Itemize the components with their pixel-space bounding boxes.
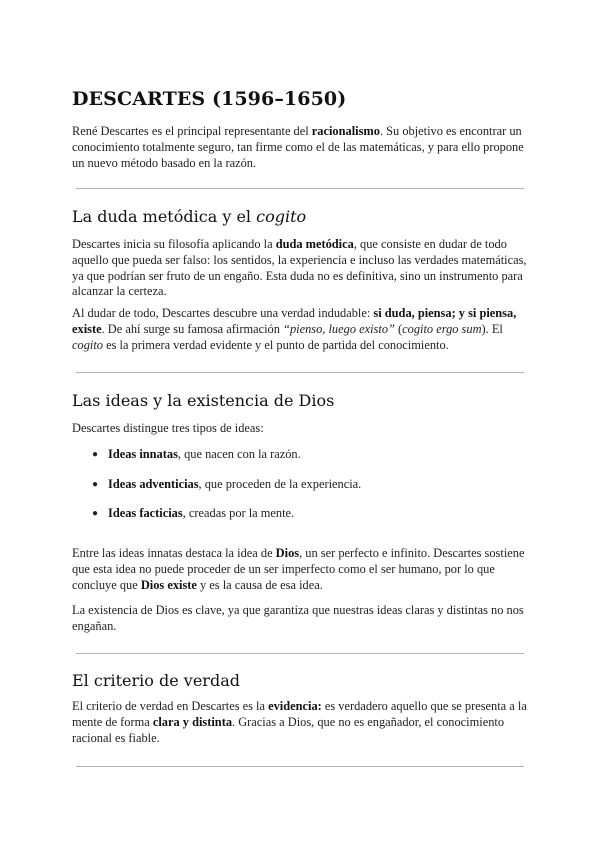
intro-paragraph	[72, 124, 528, 171]
bold-term: evidencia:	[268, 699, 322, 713]
paragraph-text: ). El	[481, 321, 503, 336]
paragraph-text: es la primera verdad evidente y el punto de partida del conocimiento.	[102, 337, 449, 352]
intro-text: . Su objetivo es encontrar un conocimiento totalmente seguro, tan firme como el de las matemáticas, y para ello propone un nuevo método basado en la razón.	[72, 124, 524, 170]
bullet-icon: ●	[92, 479, 99, 490]
list-desc: , creadas por la mente.	[182, 506, 295, 520]
paragraph-text: Descartes inicia su filosofía aplicando la	[72, 237, 276, 251]
bold-term: duda metódica	[275, 237, 354, 251]
bold-term: Dios existe	[140, 577, 197, 592]
paragraph-text: Al dudar de todo, Descartes descubre una verdad indudable:	[72, 306, 374, 320]
section-divider	[76, 188, 524, 189]
list-term: Ideas innatas	[108, 447, 178, 461]
paragraph-text: . Gracias a Dios, que no es engañador, el conocimiento racional es fiable.	[72, 714, 505, 745]
bullet-icon: ●	[92, 508, 99, 519]
italic-term: cogito	[72, 337, 103, 352]
bold-term: clara y distinta	[152, 714, 233, 729]
section-heading-duda	[72, 207, 306, 226]
ideas-lead: Descartes distingue tres tipos de ideas:	[72, 421, 264, 435]
list-desc: , que nacen con la razón.	[177, 447, 301, 461]
bold-term: Dios	[275, 546, 300, 560]
paragraph-text: . De ahí surge su famosa afirmación	[101, 321, 284, 336]
section-divider	[76, 372, 524, 373]
duda-paragraph-1	[72, 237, 528, 300]
bullet-icon: ●	[92, 449, 99, 460]
heading-text: La duda metódica y el	[72, 207, 257, 226]
paragraph-text: , un ser perfecto e infinito. Descartes sostiene que esta idea no puede proceder de un ser imperfecto como el ser humano, por lo que concluye que	[72, 546, 525, 592]
list-desc: , que proceden de la experiencia.	[198, 477, 362, 491]
intro-text: René Descartes es el principal representante del	[72, 124, 312, 138]
ideas-paragraph-1	[72, 546, 528, 593]
section-heading-ideas: Las ideas y la existencia de Dios	[72, 391, 335, 410]
intro-emphasis: racionalismo	[311, 124, 380, 138]
paragraph-text: El criterio de verdad en Descartes es la	[72, 699, 269, 713]
paragraph-text: y es la causa de esa idea.	[196, 577, 323, 592]
paragraph-text: , que consiste en dudar de todo aquello que pueda ser falso: los sentidos, la experiencia e incluso las verdades matemáticas, ya que podrían ser fruto de un engaño. Esta duda no es definitiva, sino un instrumento para alcanzar la certeza.	[72, 237, 527, 299]
section-heading-criterio: El criterio de verdad	[72, 671, 240, 690]
paragraph-text: Entre las ideas innatas destaca la idea de	[72, 546, 276, 560]
list-item	[92, 447, 301, 462]
italic-latin: cogito ergo sum	[402, 321, 482, 336]
list-term: Ideas facticias	[108, 506, 183, 520]
list-item	[92, 506, 294, 521]
section-divider	[76, 766, 524, 767]
paragraph-text: (	[394, 321, 403, 336]
ideas-paragraph-2: La existencia de Dios es clave, ya que garantiza que nuestras ideas claras y distintas no nos engañan.	[72, 603, 524, 633]
heading-emphasis: cogito	[256, 207, 307, 226]
duda-paragraph-2	[72, 306, 528, 353]
page-title: DESCARTES (1596–1650)	[72, 88, 347, 110]
criterio-paragraph	[72, 699, 528, 746]
paragraph-text: es verdadero aquello que se presenta a la mente de forma	[72, 699, 527, 729]
list-term: Ideas adventicias	[108, 477, 199, 491]
bold-term: si duda, piensa; y si piensa, existe	[72, 306, 517, 336]
list-item	[92, 477, 361, 492]
italic-quote: “pienso, luego existo”	[283, 321, 395, 336]
section-divider	[76, 653, 524, 654]
